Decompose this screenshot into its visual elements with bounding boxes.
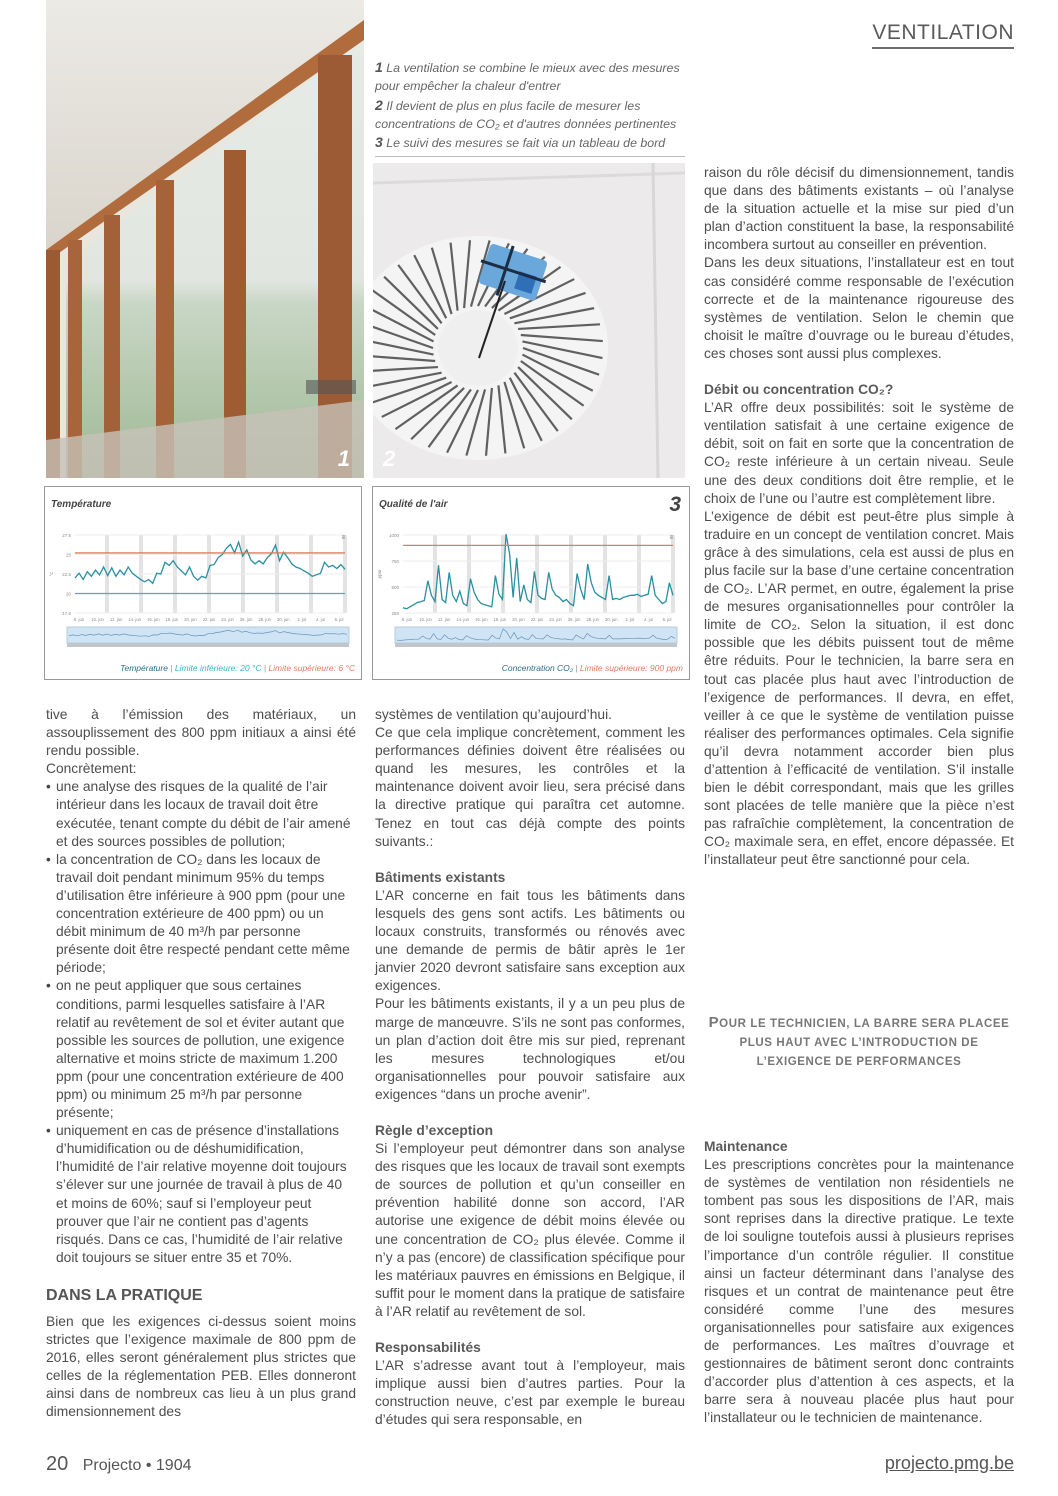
x-tick-label: 22. jun (530, 617, 544, 622)
requirements-list (46, 778, 356, 1267)
chart-legend: Température | Limite inférieure: 20 °C | Limite supérieure: 6 °C (120, 663, 355, 673)
x-tick-label: 12. jun (109, 617, 123, 622)
legend-series: Concentration CO₂ (501, 663, 574, 673)
x-tick-label: 20. jun (512, 617, 525, 622)
column-3 (704, 164, 1014, 870)
page-number: 20 (46, 1453, 69, 1475)
y-tick-label: 20 (65, 591, 71, 597)
temperature-chart (44, 486, 362, 680)
x-tick-label: 12. jun (437, 617, 451, 622)
y-tick-label: 1000 (388, 533, 399, 538)
legend-lower-limit: Limite inférieure: 20 °C (174, 663, 262, 673)
x-tick-label: 28. jun (586, 617, 600, 622)
y-axis-label: °C (49, 571, 54, 577)
y-tick-label: 27.5 (62, 533, 71, 538)
air-quality-chart (372, 486, 690, 680)
chart-title: Température (51, 499, 112, 510)
chart-legend: Concentration CO₂ | Limite supérieure: 900 ppm (501, 663, 683, 673)
x-tick-label: 18. jun (493, 617, 507, 622)
subheading: Bâtiments existants (375, 869, 506, 885)
publication-name: Projecto • 1904 (82, 1457, 192, 1474)
paragraph: Ce que cela implique concrètement, comment les performances définies doivent être réalisées ou quand les mesures, les contrôles et la maintenance doivent avoir lieu, sera précisé dans la directive pratique qui paraîtra cet automne. Tenez en tout cas déjà compte des points suivants.: (375, 725, 685, 849)
paragraph: Concrètement: (46, 761, 137, 777)
paragraph: Dans les deux situations, l’installateur est en tout cas considéré comme responsable de l’exécution correcte et de la maintenance rigoureuse des systèmes de ventilation. Selon le chemin que choisit le maître d’ouvrage ou le bureau d’études, ces choses sont aussi plus complexes. (704, 255, 1014, 361)
x-tick-label: 14. jun (456, 617, 470, 622)
y-tick-label: 250 (391, 611, 399, 616)
weekend-band (535, 535, 539, 613)
weekend-band (603, 535, 607, 613)
photo-diffuser-illustration (373, 163, 685, 478)
paragraph: Bien que les exigences ci-dessus soient moins strictes que l’exigence maximale de 800 ppm de 2016, elles seront généralement plus strictes que celles de la réglementation PEB. Elles donneront ainsi dans de nombreux cas lieu à un plus grand dimensionnement des (46, 1314, 356, 1420)
legend-upper-limit: Limite supérieure: 900 ppm (579, 663, 683, 673)
navigator-scrollbar (67, 643, 349, 647)
air-quality-chart-plot (373, 527, 689, 657)
list-item: • la concentration de CO₂ dans les locaux de travail doit pendant minimum 95% du temps d’utilisation être inférieure à 900 ppm (pour une concentration extérieure de 400 ppm) ou un débit minimum de 40 m³/h par personne présente doit être respecté pendant cette même période; (46, 851, 356, 978)
caption-1: 1 La ventilation se combine le mieux avec des mesures pour empêcher la chaleur d'entrer (375, 59, 680, 94)
y-tick-label: 17.5 (62, 611, 71, 616)
x-tick-label: 20. jun (184, 617, 197, 622)
temperature-chart-plot (45, 527, 361, 657)
y-tick-label: 22.5 (62, 572, 71, 577)
footer-publication (46, 1453, 191, 1476)
chart-number: 3 (669, 493, 681, 516)
photo-windows (46, 0, 364, 478)
paragraph: L’AR s’adresse avant tout à l’employeur, mais implique aussi bien d’autres parties. Pour la construction neuve, c’est par exemple le bureau d’études qui sera responsable, en (375, 1358, 685, 1428)
list-item: • on ne peut appliquer que sous certaines conditions, parmi lesquelles satisfaire à l’AR relatif au revêtement de sol et éviter autant que possible les sources de pollution, une exigence alternative et moins stricte de maximum 1.200 ppm (pour une concentration extérieure de 400 ppm) ou minimum 25 m³/h par personne présente; (46, 977, 356, 1122)
x-tick-label: 10. jun (91, 617, 104, 622)
website-link[interactable]: projecto.pmg.be (884, 1453, 1014, 1473)
x-tick-label: 24. jun (549, 617, 562, 622)
x-tick-label: 26. jun (567, 617, 581, 622)
pull-quote: POUR LE TECHNICIEN, LA BARRE SERA PLACEE PLUS HAUT AVEC L’INTRODUCTION DE L’EXIGENCE DE PERFORMANCES (708, 1014, 1010, 1068)
x-tick-label: 16. jun (474, 617, 488, 622)
x-tick-label: 8. jun (401, 617, 413, 622)
list-item: • une analyse des risques de la qualité de l’air intérieur dans les locaux de travail doit être exécutée, tenant compte du débit de l’air amené et des sources possibles de pollution; (46, 778, 356, 850)
x-tick-label: 6. jul (334, 617, 344, 622)
x-tick-label: 26. jun (239, 617, 253, 622)
subheading: Responsabilités (375, 1340, 481, 1355)
x-tick-label: 4. jul (643, 617, 653, 622)
x-tick-label: 16. jun (146, 617, 160, 622)
photo-diffuser (373, 163, 685, 478)
menu-icon: ≡ (669, 535, 673, 541)
y-tick-label: 25 (65, 552, 71, 558)
navigator-range (395, 627, 677, 643)
paragraph: Pour les bâtiments existants, il y a un peu plus de marge de manœuvre. S’ils ne sont pas conformes, un plan d’action doit être mis sur pied, reprenant les mesures technologiques et/ou organisationnelles pour pouvoir satisfaire aux exigences “dans un proche avenir”. (375, 996, 685, 1102)
x-tick-label: 24. jun (221, 617, 234, 622)
y-tick-label: 500 (391, 585, 399, 590)
column-2 (375, 706, 685, 1429)
x-tick-label: 30. jun (276, 617, 290, 622)
x-tick-label: 30. jun (604, 617, 618, 622)
x-tick-label: 2. jul (297, 617, 307, 622)
legend-series: Température (120, 663, 168, 673)
photo-windows-illustration (46, 0, 364, 478)
section-heading: DANS LA PRATIQUE (46, 1286, 203, 1304)
legend-upper-limit: Limite supérieure: 6 °C (268, 663, 355, 673)
subheading: Maintenance (704, 1139, 788, 1154)
x-tick-label: 10. jun (419, 617, 432, 622)
photo-number-1: 1 (337, 446, 350, 471)
x-tick-label: 4. jul (315, 617, 325, 622)
subheading: Règle d’exception (375, 1122, 494, 1138)
section-label: VENTILATION (872, 20, 1014, 49)
paragraph: raison du rôle décisif du dimensionnement, tandis que dans des bâtiments existants – où l’analyse de la situation actuelle et la mise sur pied d’un plan d’action constituent la base, la responsabilité incombera surtout au conseiller en prévention. (704, 165, 1014, 253)
x-tick-label: 28. jun (258, 617, 272, 622)
x-tick-label: 22. jun (202, 617, 216, 622)
caption-3: 3 Le suivi des mesures se fait via un tableau de bord (375, 134, 666, 151)
column-4 (704, 1138, 1014, 1428)
paragraph: Si l’employeur peut démontrer dans son analyse des risques que les locaux de travail sont exempts de sources de pollution et qu’un conseiller en prévention habilité donne son accord, l’AR autorise une exigence de débit moins élevée ou une concentration de CO₂ plus élevée. Comme il n’y a pas (encore) de classification spécifique pour les matériaux pauvres en émissions en Belgique, il suffit pour le moment dans la pratique de satisfaire à l’AR relatif au revêtement de sol. (375, 1141, 685, 1319)
paragraph: L’AR offre deux possibilités: soit le système de ventilation satisfait à une certaine exigence de débit, soit on fait en sorte que la concentration de CO₂ reste inférieure à un certain niveau. Seule une des deux conditions doit être remplie, et le choix de l’une ou l’autre est complètement libre. (704, 400, 1014, 506)
x-tick-label: 6. jul (662, 617, 672, 622)
weekend-band (637, 535, 641, 613)
paragraph: tive à l’émission des matériaux, un assouplissement des 800 ppm initiaux a ainsi été rendu possible. (46, 707, 356, 759)
subheading: Débit ou concentration CO₂? (704, 382, 894, 398)
y-axis-label: ppm (377, 569, 382, 579)
x-tick-label: 8. jun (73, 617, 85, 622)
photo-captions (375, 58, 685, 157)
weekend-band (671, 535, 675, 613)
photo-number-2: 2 (383, 446, 396, 471)
paragraph: L’AR concerne en fait tous les bâtiments dans lesquels des gens sont actifs. Les bâtiments ou locaux construits, transformés ou rénovés avec une demande de permis de bâtir après le 1er janvier 2020 devront satisfaire sans exception aux exigences. (375, 887, 685, 994)
weekend-band (569, 535, 573, 613)
list-item: • uniquement en cas de présence d’installations d’humidification ou de déshumidification, l’humidité de l’air relative moyenne doit toujours s’élever sur une journée de travail à plus de 40 et moins de 60%; sauf si l’employeur peut prouver que l’air ne contient pas d’agents risqués. Dans ce cas, l’humidité de l’air relative doit toujours se situer entre 35 et 70%. (46, 1122, 356, 1267)
navigator-scrollbar (395, 643, 677, 647)
chart-title: Qualité de l'air (379, 499, 448, 510)
x-tick-label: 14. jun (128, 617, 142, 622)
column-1 (46, 706, 356, 1422)
paragraph: Les prescriptions concrètes pour la maintenance de systèmes de ventilation non résidentiels ne tombent pas sous les dispositions de l’AR, mais sont reprises dans la directive pratique. Le texte de loi souligne toutefois aussi à plusieurs reprises l’importance d’un contrôle régulier. Il constitue ainsi un facteur déterminant dans l’analyse des risques et un contrat de maintenance peut être considéré comme l’une des mesures organisationnelles pour satisfaire aux exigences de performances. Les maîtres d’ouvrage et gestionnaires de bâtiment seront donc contraints d’accorder plus d’attention à ces aspects, et la barre sera à nouveau placée plus haut pour l’installateur ou le technicien de maintenance. (704, 1157, 1014, 1426)
x-tick-label: 18. jun (165, 617, 179, 622)
caption-2: 2 Il devient de plus en plus facile de mesurer les concentrations de CO₂ et d'autres données pertinentes (375, 96, 677, 131)
y-tick-label: 750 (391, 559, 399, 564)
paragraph: systèmes de ventilation qu’aujourd’hui. (375, 707, 612, 722)
x-tick-label: 2. jul (625, 617, 635, 622)
paragraph: L’exigence de débit est peut-être plus simple à traduire en un concept de ventilation concret. Mais grâce à des simulations, cela est aussi de plus en plus facile sur la base d’une certaine concentration de CO₂. L’AR permet, en outre, également la prise de mesures organisationnelles pour contrôler la limite de CO₂. Selon la situation, il est donc possible que les débits puissent tout de même être réduits. Pour le technicien, la barre sera en tout cas placée plus haut avec l’introduction de l’exigence de performances. Il devra, en effet, veiller à ce que le système de ventilation puisse réaliser des performances optimales. Cela signifie qu’il devra notamment accorder bien plus d’attention à l’efficacité de ventilation. S’il installe bien le débit correspondant, mais que les grilles sont placées de telle manière que la pièce n’est pas rafraîchie complètement, la concentration de CO₂ maximale sera, en effet, encore dépassée. Et l’installateur peut être sanctionné pour cela. (704, 508, 1014, 868)
menu-icon: ≡ (341, 535, 345, 541)
